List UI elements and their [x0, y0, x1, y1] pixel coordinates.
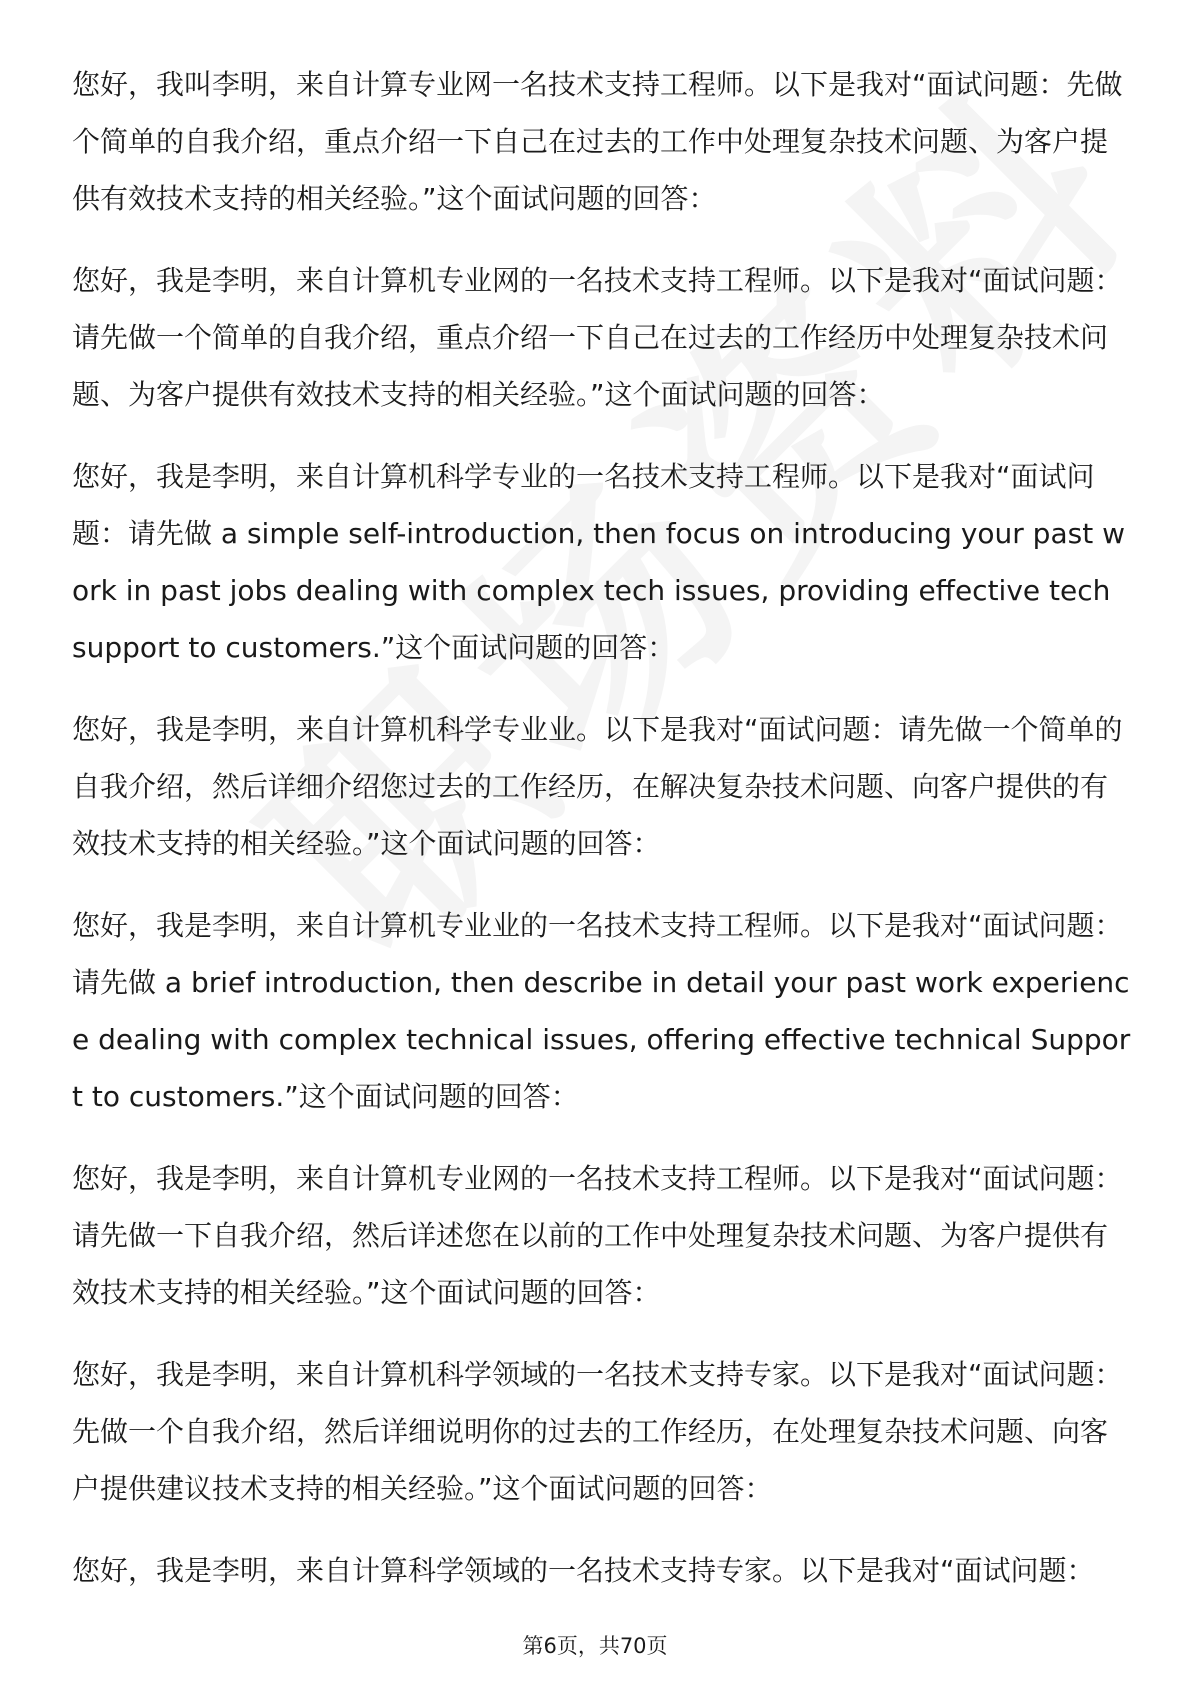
paragraph: 您好，我是李明，来自计算机科学专业业。以下是我对“面试问题：请先做一个简单的自我介绍，然后详细介绍您过去的工作经历，在解决复杂技术问题、向客户提供的有效技术支持的相关经验。”这个面试问题的回答：: [72, 713, 1123, 860]
paragraph: 您好，我是李明，来自计算机专业网的一名技术支持工程师。以下是我对“面试问题：请先做一个简单的自我介绍，重点介绍一下自己在过去的工作经历中处理复杂技术问题、为客户提供有效技术支持的相关经验。”这个面试问题的回答：: [72, 264, 1123, 411]
paragraph: 您好，我是李明，来自计算科学领域的一名技术支持专家。以下是我对“面试问题：: [72, 1554, 1095, 1587]
document-body: [72, 56, 1132, 1624]
paragraph: 您好，我是李明，来自计算机科学专业的一名技术支持工程师。以下是我对“面试问题：请先做 a simple self-introduction, then focus on introducing your past work in past jobs dealing with complex tech issues, providing effective tech support to customers.”这个面试问题的回答：: [72, 460, 1125, 664]
paragraph: 您好，我是李明，来自计算机专业网的一名技术支持工程师。以下是我对“面试问题：请先做一下自我介绍，然后详述您在以前的工作中处理复杂技术问题、为客户提供有效技术支持的相关经验。”这个面试问题的回答：: [72, 1162, 1123, 1309]
paragraph: 您好，我是李明，来自计算机科学领域的一名技术支持专家。以下是我对“面试问题：先做一个自我介绍，然后详细说明你的过去的工作经历，在处理复杂技术问题、向客户提供建议技术支持的相关经验。”这个面试问题的回答：: [72, 1358, 1123, 1505]
paragraph: 您好，我叫李明，来自计算专业网一名技术支持工程师。以下是我对“面试问题：先做个简单的自我介绍，重点介绍一下自己在过去的工作中处理复杂技术问题、为客户提供有效技术支持的相关经验。”这个面试问题的回答：: [72, 68, 1123, 215]
paragraph: 您好，我是李明，来自计算机专业业的一名技术支持工程师。以下是我对“面试问题：请先做 a brief introduction, then describe in detail your past work experience dealing with complex technical issues, offering effective technical Support to customers.”这个面试问题的回答：: [72, 909, 1131, 1113]
page-number: 第6页，共70页: [522, 1634, 668, 1658]
